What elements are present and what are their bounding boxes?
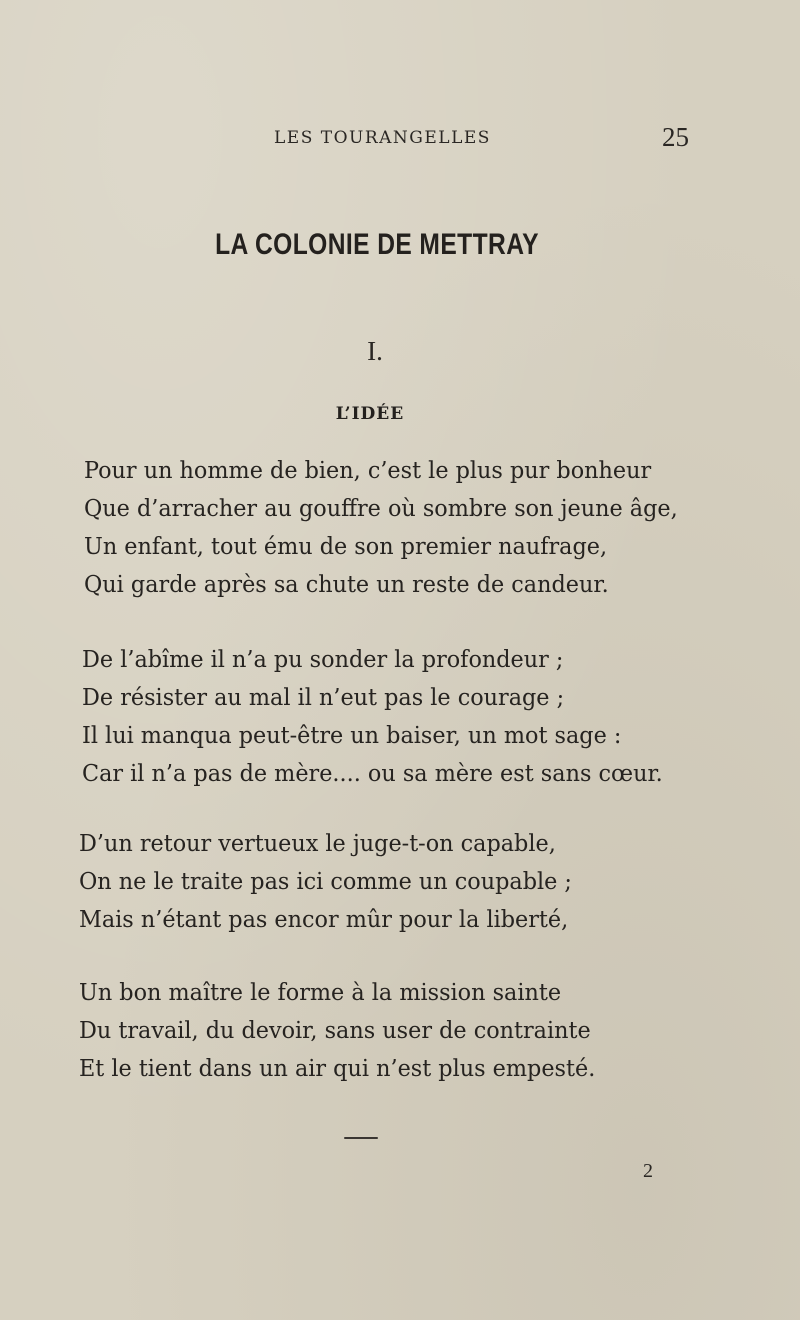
running-head xyxy=(0,122,800,152)
page-number: 25 xyxy=(662,122,689,152)
verse-line: On ne le traite pas ici comme un coupable ; xyxy=(79,867,572,895)
stanza-4 xyxy=(79,973,719,1087)
verse-line: De résister au mal il n’eut pas le courage ; xyxy=(82,683,565,711)
chapter-title: LA COLONIE DE METTRAY xyxy=(215,228,539,261)
end-ornament-rule xyxy=(344,1137,378,1139)
verse-line: Que d’arracher au gouffre où sombre son jeune âge, xyxy=(84,494,678,522)
stanza-2 xyxy=(82,640,722,792)
stanza-1 xyxy=(84,451,724,603)
verse-line: De l’abîme il n’a pu sonder la profondeur ; xyxy=(82,645,564,673)
section-numeral: I. xyxy=(367,336,383,366)
verse-line: Un enfant, tout ému de son premier naufrage, xyxy=(84,532,608,560)
verse-line: Et le tient dans un air qui n’est plus empesté. xyxy=(79,1054,596,1082)
section-title: L’IDÉE xyxy=(335,404,405,424)
verse-line: Mais n’étant pas encor mûr pour la liberté, xyxy=(79,905,569,933)
verse-line: Qui garde après sa chute un reste de candeur. xyxy=(84,570,609,598)
verse-line: Car il n’a pas de mère.... ou sa mère est sans cœur. xyxy=(82,759,663,787)
verse-line: Un bon maître le forme à la mission sainte xyxy=(79,978,562,1006)
verse-line: D’un retour vertueux le juge-t-on capable, xyxy=(79,829,556,857)
verse-line: Il lui manqua peut-être un baiser, un mot sage : xyxy=(82,721,622,749)
verse-line: Du travail, du devoir, sans user de contrainte xyxy=(79,1016,591,1044)
verse-line: Pour un homme de bien, c’est le plus pur bonheur xyxy=(84,456,652,484)
running-title: LES TOURANGELLES xyxy=(274,128,491,148)
signature-mark: 2 xyxy=(643,1160,653,1182)
stanza-3 xyxy=(79,824,719,938)
